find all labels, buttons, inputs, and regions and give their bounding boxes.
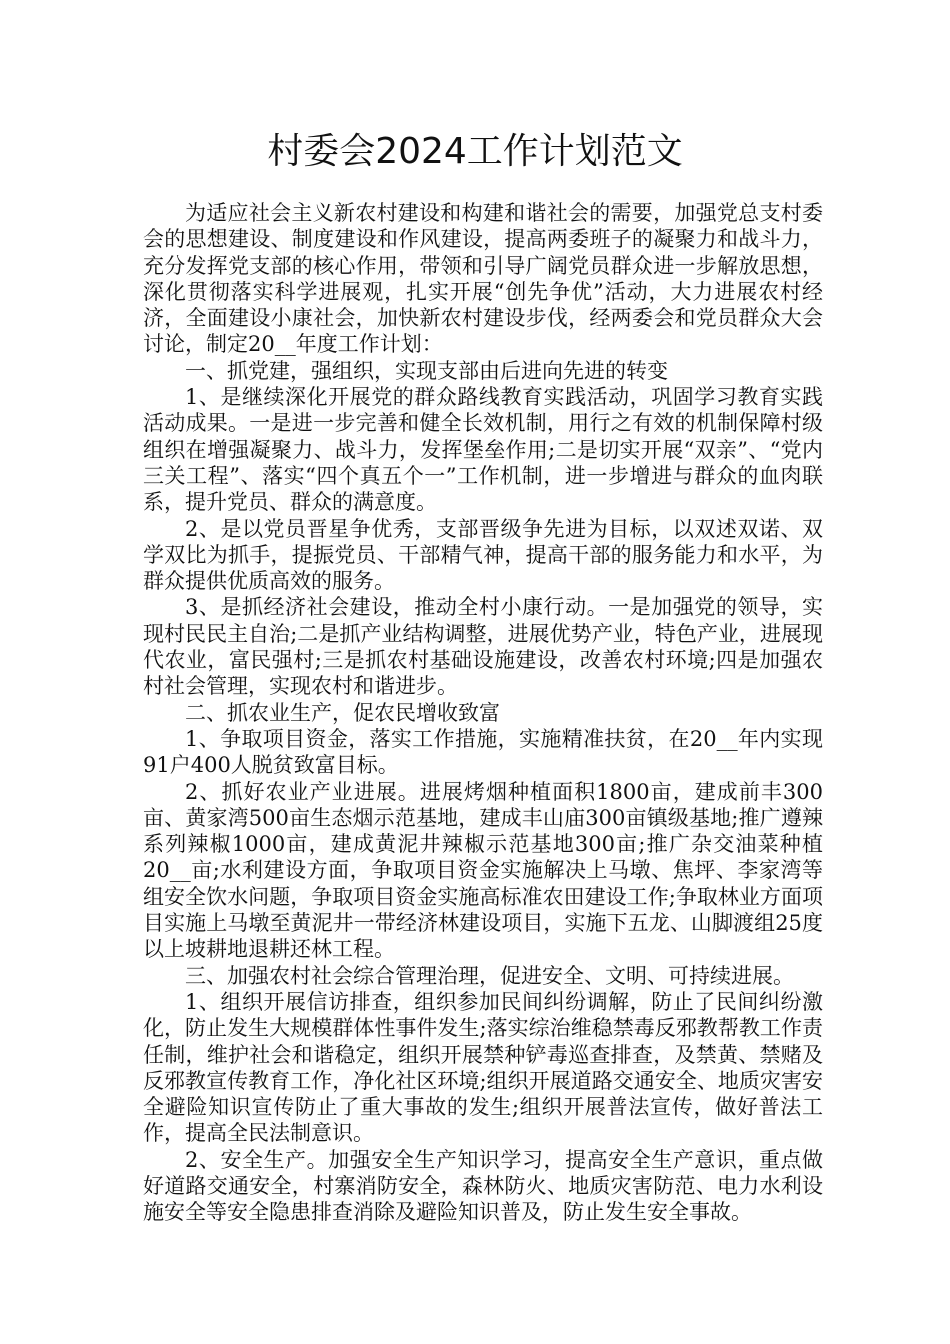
paragraph: 2、是以党员晋星争优秀，支部晋级争先进为目标，以双述双诺、双学双比为抓手，提振党员、干部精气神，提高干部的服务能力和水平，为群众提供优质高效的服务。 (143, 516, 823, 594)
paragraph: 为适应社会主义新农村建设和构建和谐社会的需要，加强党总支村委会的思想建设、制度建设和作风建设，提高两委班子的凝聚力和战斗力，充分发挥党支部的核心作用，带领和引导广阔党员群众进一步解放思想，深化贯彻落实科学进展观，扎实开展“创先争优”活动，大力进展农村经济，全面建设小康社会，加快新农村建设步伐，经两委会和党员群众大会讨论，制定20__年度工作计划： (143, 201, 823, 357)
section-heading: 一、抓党建，强组织，实现支部由后进向先进的转变 (185, 358, 668, 383)
document-title: 村委会2024工作计划范文 (267, 131, 683, 172)
paragraph: 3、是抓经济社会建设，推动全村小康行动。一是加强党的领导，实现村民民主自治;二是抓产业结构调整，进展优势产业，特色产业，进展现代农业，富民强村;三是抓农村基础设施建设，改善农村环境;四是加强农村社会管理，实现农村和谐进步。 (143, 595, 823, 699)
paragraph: 1、争取项目资金，落实工作措施，实施精准扶贫，在20__年内实现91户400人脱贫致富目标。 (143, 726, 823, 778)
paragraph: 2、安全生产。加强安全生产知识学习，提高安全生产意识，重点做好道路交通安全，村寨消防安全，森林防火、地质灾害防范、电力水利设施安全等安全隐患排查消除及避险知识普及，防止发生安全事故。 (143, 1147, 823, 1225)
section-heading: 三、加强农村社会综合管理治理，促进安全、文明、可持续进展。 (185, 963, 794, 988)
paragraph: 1、是继续深化开展党的群众路线教育实践活动，巩固学习教育实践活动成果。一是进一步完善和健全长效机制，用行之有效的机制保障村级组织在增强凝聚力、战斗力，发挥堡垒作用;二是切实开展“双亲”、“党内三关工程”、落实“四个真五个一”工作机制，进一步增进与群众的血肉联系，提升党员、群众的满意度。 (143, 385, 823, 515)
document-body (143, 200, 823, 1226)
section-heading: 二、抓农业生产，促农民增收致富 (185, 700, 500, 725)
paragraph: 1、组织开展信访排查，组织参加民间纠纷调解，防止了民间纠纷激化，防止发生大规模群体性事件发生;落实综治维稳禁毒反邪教帮教工作责任制，维护社会和谐稳定，组织开展禁种铲毒巡查排查，及禁黄、禁赌及反邪教宣传教育工作，净化社区环境;组织开展道路交通安全、地质灾害安全避险知识宣传防止了重大事故的发生;组织开展普法宣传，做好普法工作，提高全民法制意识。 (143, 989, 823, 1146)
paragraph: 2、抓好农业产业进展。进展烤烟种植面积1800亩，建成前丰300亩、黄家湾500亩生态烟示范基地，建成丰山庙300亩镇级基地;推广遵辣系列辣椒1000亩，建成黄泥井辣椒示范基地300亩;推广杂交油菜种植20__亩;水利建设方面，争取项目资金实施解决上马墩、焦坪、李家湾等组安全饮水问题，争取项目资金实施高标准农田建设工作;争取林业方面项目实施上马墩至黄泥井一带经济林建设项目，实施下五龙、山脚渡组25度以上坡耕地退耕还林工程。 (143, 779, 823, 962)
